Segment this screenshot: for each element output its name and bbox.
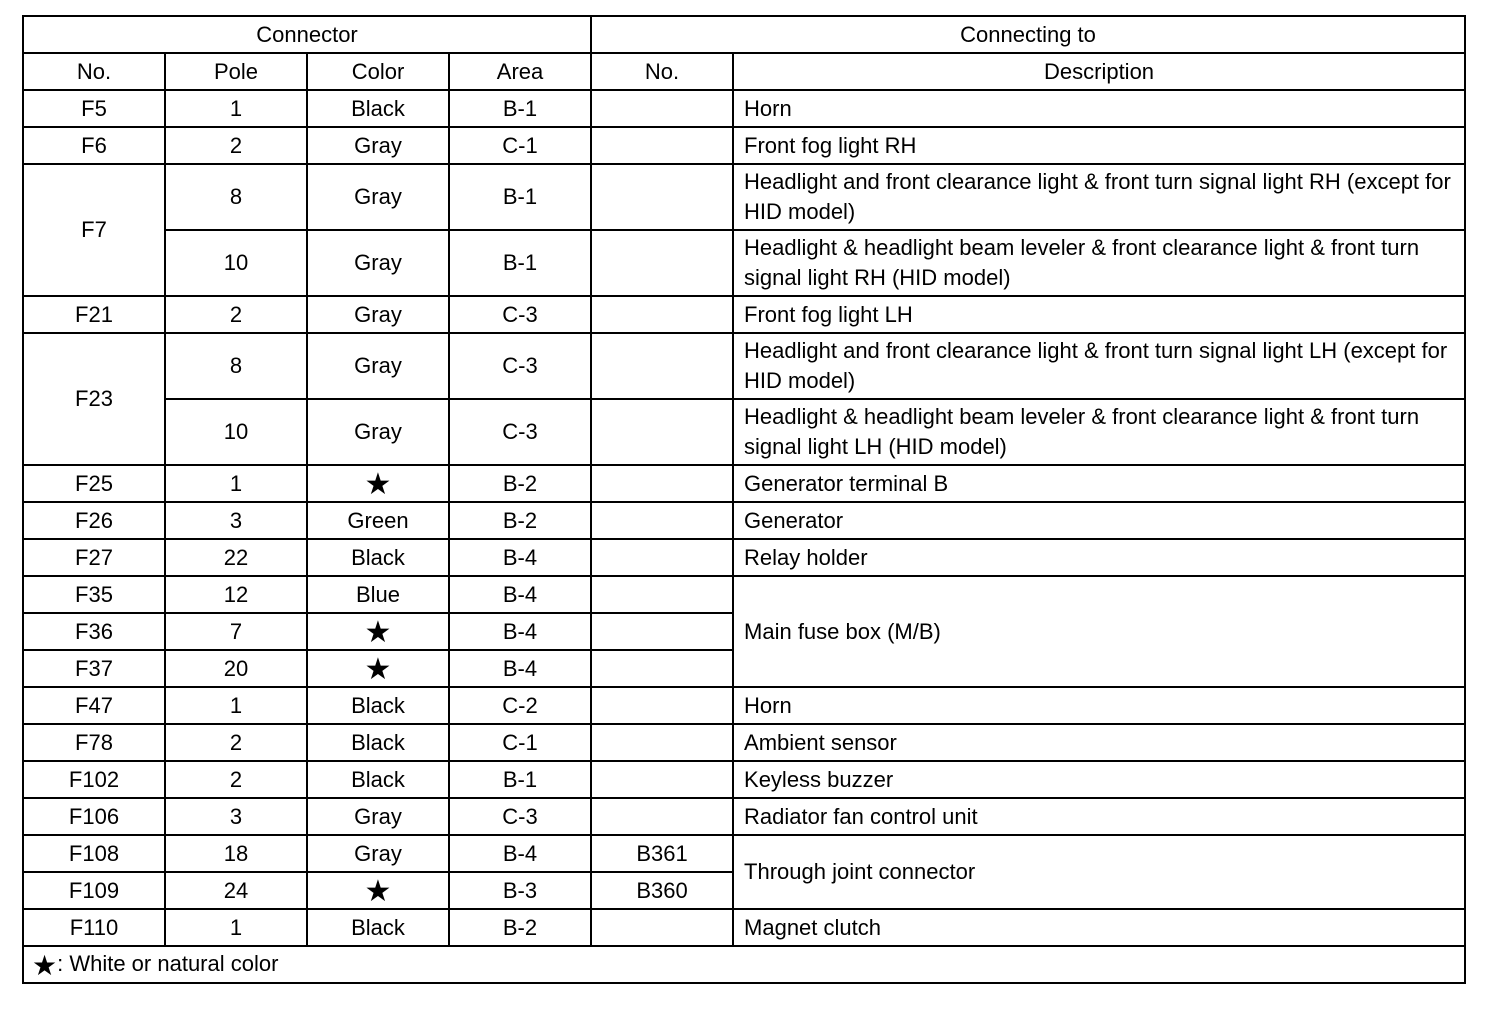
cell-description: Headlight and front clearance light & front turn signal light RH (except for HID model) [733,164,1465,230]
cell-description: Generator [733,502,1465,539]
cell-to-no [591,687,733,724]
cell-pole: 22 [165,539,307,576]
cell-color: Gray [307,127,449,164]
cell-no: F109 [23,872,165,909]
cell-description: Ambient sensor [733,724,1465,761]
cell-description: Headlight & headlight beam leveler & front clearance light & front turn signal light LH (HID model) [733,399,1465,465]
cell-no: F106 [23,798,165,835]
cell-no: F35 [23,576,165,613]
cell-color: Gray [307,835,449,872]
footnote-text: : White or natural color [57,951,279,977]
cell-to-no [591,230,733,296]
cell-area: C-3 [449,399,591,465]
cell-to-no [591,127,733,164]
connector-header: Connector [23,16,591,53]
header-row-columns [23,53,1465,90]
cell-pole: 10 [165,399,307,465]
footnote-row [23,946,1465,983]
cell-color: Black [307,687,449,724]
table-row [23,465,1465,502]
cell-color [307,613,449,650]
col-header-area: Area [449,53,591,90]
col-header-no: No. [23,53,165,90]
star-icon: ★ [364,615,392,649]
cell-to-no [591,502,733,539]
header-row-top [23,16,1465,53]
star-icon: ★ [32,949,58,981]
col-header-pole: Pole [165,53,307,90]
col-header-description: Description [733,53,1465,90]
star-icon: ★ [364,874,392,908]
cell-area: B-4 [449,650,591,687]
col-header-color: Color [307,53,449,90]
table-row [23,798,1465,835]
table-row [23,333,1465,399]
cell-color: Black [307,539,449,576]
cell-description: Front fog light RH [733,127,1465,164]
cell-pole: 2 [165,127,307,164]
cell-no: F36 [23,613,165,650]
cell-no: F37 [23,650,165,687]
cell-description: Generator terminal B [733,465,1465,502]
cell-color: Black [307,724,449,761]
cell-to-no [591,539,733,576]
cell-description: Headlight & headlight beam leveler & front clearance light & front turn signal light RH (HID model) [733,230,1465,296]
cell-description: Headlight and front clearance light & front turn signal light LH (except for HID model) [733,333,1465,399]
table-row [23,502,1465,539]
cell-to-no [591,333,733,399]
cell-area: C-3 [449,798,591,835]
cell-color [307,465,449,502]
cell-color: Gray [307,164,449,230]
cell-pole: 18 [165,835,307,872]
cell-pole: 1 [165,909,307,946]
table-row [23,399,1465,465]
cell-no: F110 [23,909,165,946]
cell-color: Gray [307,230,449,296]
cell-color [307,650,449,687]
cell-color: Gray [307,296,449,333]
cell-color: Black [307,90,449,127]
cell-pole: 24 [165,872,307,909]
cell-pole: 10 [165,230,307,296]
cell-to-no: B361 [591,835,733,872]
cell-description: Relay holder [733,539,1465,576]
cell-pole: 12 [165,576,307,613]
cell-pole: 3 [165,798,307,835]
cell-no: F102 [23,761,165,798]
cell-to-no [591,576,733,613]
cell-color: Gray [307,798,449,835]
cell-pole: 1 [165,465,307,502]
cell-to-no [591,909,733,946]
cell-area: C-2 [449,687,591,724]
cell-description: Horn [733,90,1465,127]
cell-no: F6 [23,127,165,164]
cell-area: B-4 [449,835,591,872]
cell-description: Front fog light LH [733,296,1465,333]
cell-description: Radiator fan control unit [733,798,1465,835]
cell-color: Black [307,761,449,798]
cell-to-no [591,613,733,650]
cell-no: F5 [23,90,165,127]
cell-no: F25 [23,465,165,502]
table-row [23,230,1465,296]
table-row [23,90,1465,127]
connector-table [22,15,1466,984]
footnote [23,946,1465,983]
cell-no: F108 [23,835,165,872]
cell-color [307,872,449,909]
cell-area: B-2 [449,909,591,946]
table-row [23,687,1465,724]
cell-area: B-2 [449,465,591,502]
table-row [23,909,1465,946]
cell-pole: 8 [165,164,307,230]
cell-no: F78 [23,724,165,761]
table-row [23,576,1465,613]
cell-area: C-3 [449,296,591,333]
cell-to-no [591,465,733,502]
cell-color: Gray [307,399,449,465]
cell-area: B-4 [449,539,591,576]
cell-to-no [591,296,733,333]
cell-to-no [591,399,733,465]
cell-no: F26 [23,502,165,539]
cell-area: B-1 [449,761,591,798]
cell-pole: 2 [165,724,307,761]
connecting-to-header: Connecting to [591,16,1465,53]
cell-pole: 2 [165,296,307,333]
cell-pole: 7 [165,613,307,650]
cell-area: B-4 [449,613,591,650]
cell-color: Black [307,909,449,946]
cell-no: F47 [23,687,165,724]
cell-area: C-1 [449,127,591,164]
cell-no: F27 [23,539,165,576]
cell-to-no [591,798,733,835]
cell-area: B-2 [449,502,591,539]
cell-to-no [591,761,733,798]
cell-description: Through joint connector [733,835,1465,909]
table-row [23,761,1465,798]
cell-pole: 2 [165,761,307,798]
cell-pole: 1 [165,687,307,724]
cell-description: Keyless buzzer [733,761,1465,798]
cell-area: C-3 [449,333,591,399]
cell-no: F7 [23,164,165,296]
cell-area: C-1 [449,724,591,761]
table-row [23,835,1465,872]
cell-description: Main fuse box (M/B) [733,576,1465,687]
cell-no: F21 [23,296,165,333]
cell-pole: 3 [165,502,307,539]
cell-pole: 1 [165,90,307,127]
cell-color: Gray [307,333,449,399]
cell-area: B-1 [449,164,591,230]
cell-to-no [591,724,733,761]
cell-no: F23 [23,333,165,465]
cell-pole: 20 [165,650,307,687]
cell-to-no [591,650,733,687]
star-icon: ★ [364,467,392,501]
cell-color: Green [307,502,449,539]
cell-color: Blue [307,576,449,613]
cell-area: B-1 [449,230,591,296]
table-row [23,296,1465,333]
cell-to-no [591,90,733,127]
cell-area: B-1 [449,90,591,127]
cell-to-no: B360 [591,872,733,909]
cell-description: Horn [733,687,1465,724]
table-row [23,127,1465,164]
col-header-to-no: No. [591,53,733,90]
table-row [23,164,1465,230]
cell-area: B-3 [449,872,591,909]
cell-area: B-4 [449,576,591,613]
cell-pole: 8 [165,333,307,399]
cell-description: Magnet clutch [733,909,1465,946]
star-icon: ★ [364,652,392,686]
table-row [23,539,1465,576]
cell-to-no [591,164,733,230]
table-row [23,724,1465,761]
